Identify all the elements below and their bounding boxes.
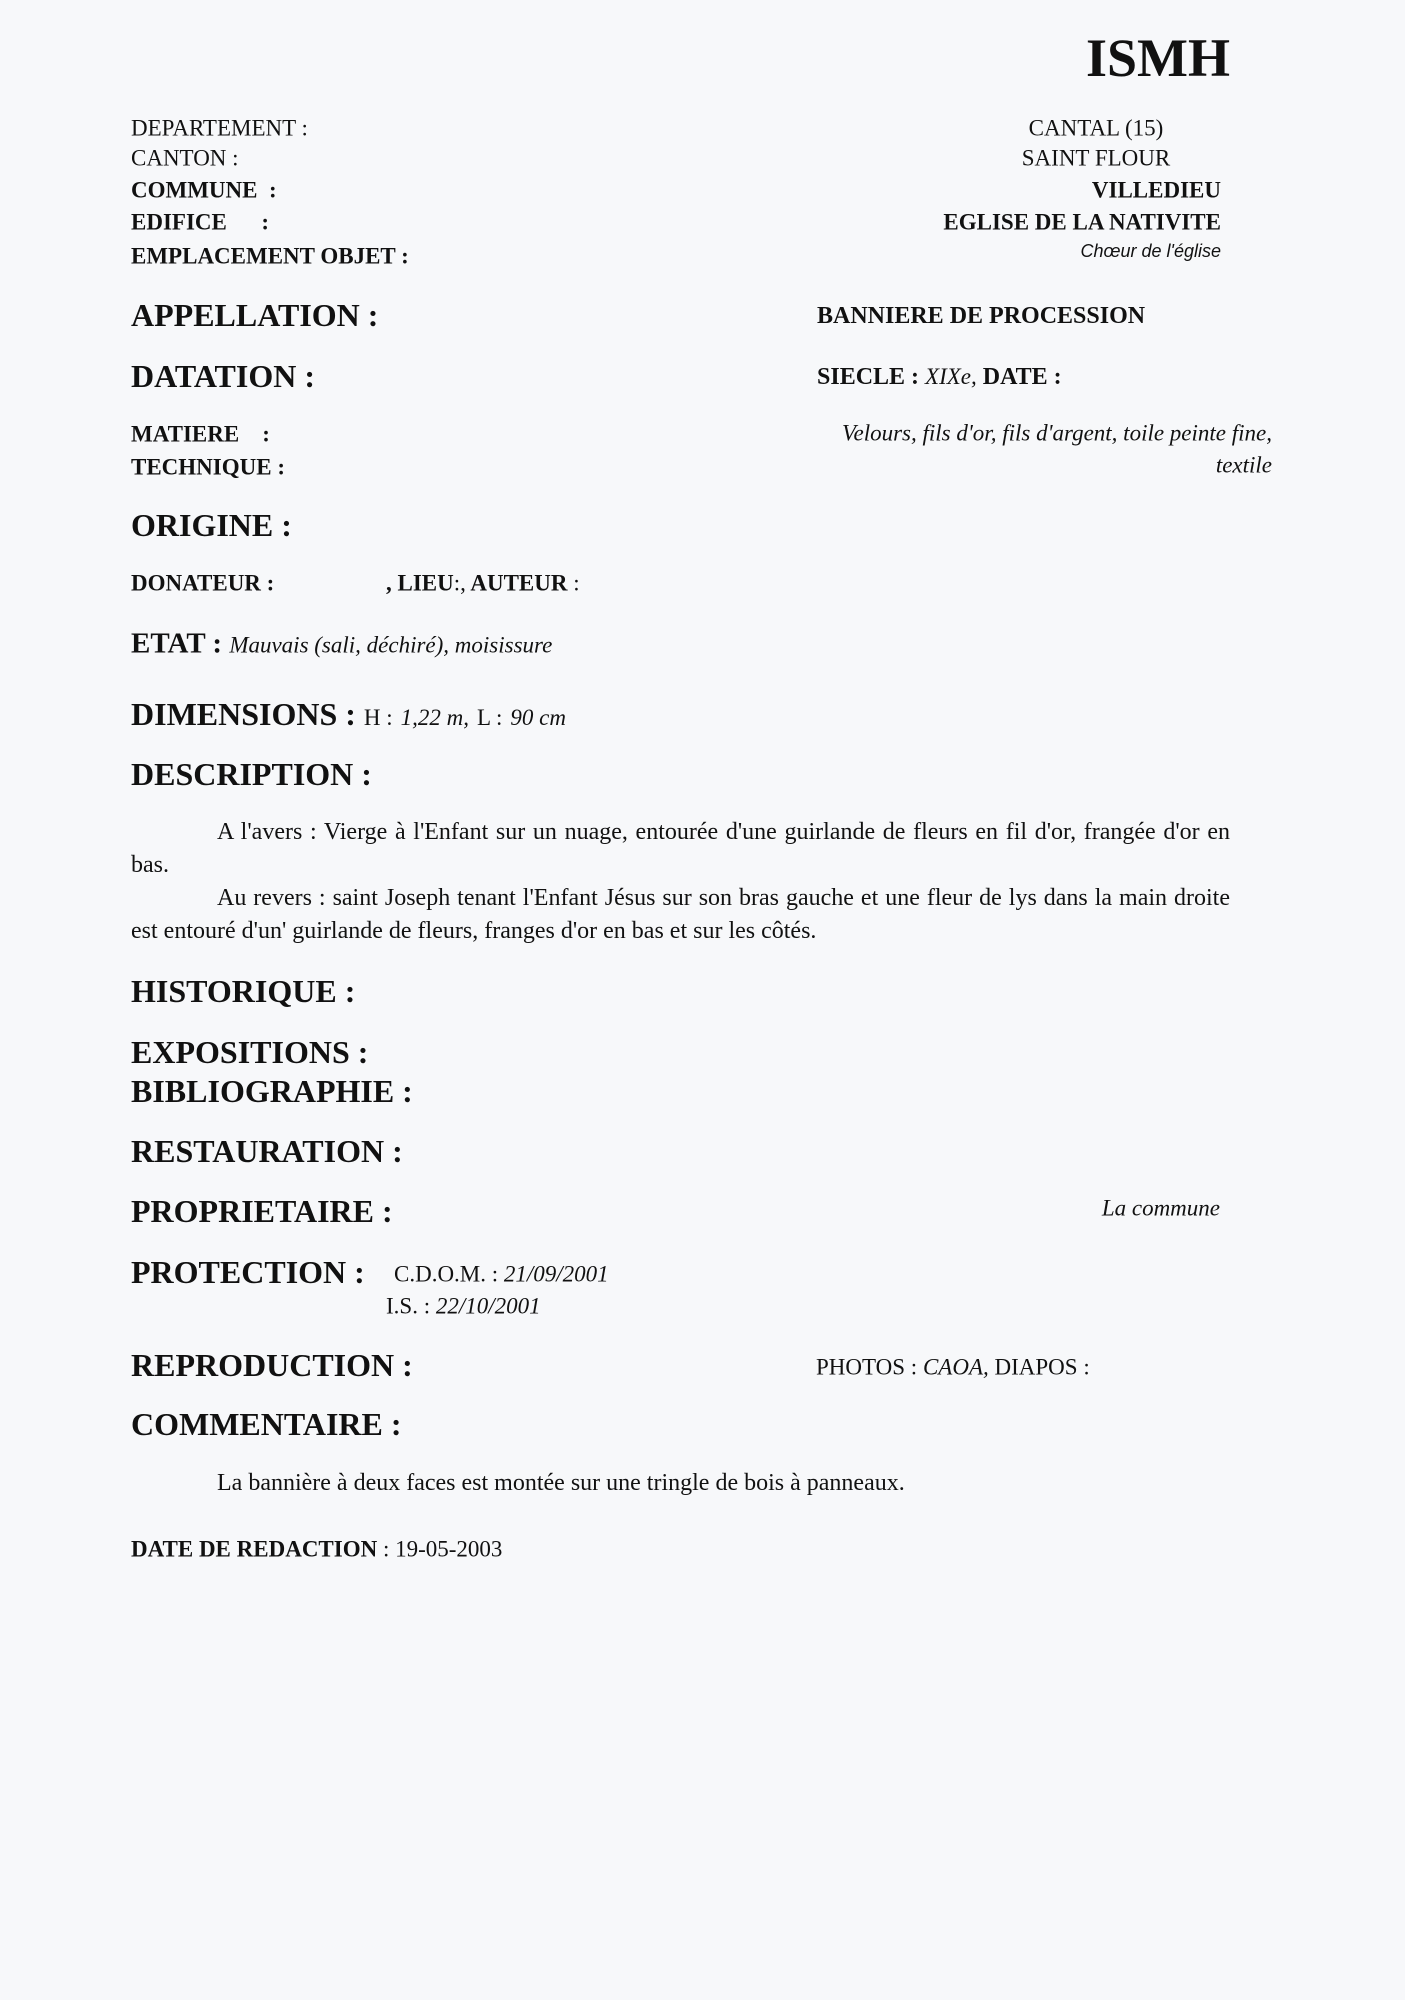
departement-label: DEPARTEMENT : (131, 115, 308, 141)
date-label: DATE : (982, 364, 1062, 390)
reproduction-label: REPRODUCTION : (131, 1347, 413, 1383)
matiere-value-line2: textile (1215, 452, 1272, 478)
restauration-label: RESTAURATION : (131, 1133, 403, 1169)
photos-label: PHOTOS : (816, 1354, 918, 1380)
commentaire-label: COMMENTAIRE : (131, 1406, 402, 1442)
donateur-label: DONATEUR : (131, 570, 275, 596)
datation-values (817, 365, 1062, 389)
reproduction-values (816, 1356, 1090, 1379)
description-paragraph-revers: Au revers : saint Joseph tenant l'Enfant Jésus sur son bras gauche et une fleur de lys dans la main droite est entouré d'un' guirlande de fleurs, franges d'or en bas et sur les côtés. (131, 885, 1230, 944)
commune-value: VILLEDIEU (1091, 177, 1221, 203)
appellation-value: BANNIERE DE PROCESSION (817, 303, 1146, 329)
commentaire-value: La bannière à deux faces est montée sur une tringle de bois à panneaux. (217, 1470, 905, 1496)
appellation-label: APPELLATION : (131, 297, 379, 333)
canton-label: CANTON : (131, 145, 239, 171)
edifice-label: EDIFICE : (131, 209, 270, 235)
dimensions (131, 698, 566, 730)
lieu-sep: :, (453, 570, 466, 596)
lieu-auteur (386, 572, 580, 595)
technique-label: TECHNIQUE : (131, 454, 285, 480)
redaction (131, 1538, 502, 1561)
is-label: I.S. : (386, 1293, 431, 1319)
cdom-value: 21/09/2001 (503, 1261, 609, 1287)
length-label: L : (477, 705, 503, 730)
diapos-label: DIAPOS : (994, 1354, 1090, 1380)
photos-value: CAOA, (922, 1354, 989, 1380)
expositions-label: EXPOSITIONS : (131, 1034, 369, 1070)
document-code: ISMH (1085, 28, 1230, 88)
height-label: H : (363, 705, 393, 730)
lieu-label: , LIEU (386, 570, 454, 596)
matiere-label: MATIERE : (131, 421, 270, 447)
is-value: 22/10/2001 (435, 1293, 541, 1319)
emplacement-label: EMPLACEMENT OBJET : (131, 243, 409, 269)
etat-value: Mauvais (sali, déchiré), moisissure (229, 632, 553, 658)
auteur-sep: : (573, 570, 580, 596)
length-value: 90 cm (510, 705, 566, 730)
proprietaire-label: PROPRIETAIRE : (131, 1193, 393, 1229)
matiere-value-line1: Velours, fils d'or, fils d'argent, toile peinte fine, (842, 420, 1272, 446)
description-text (131, 816, 1230, 948)
protection-label: PROTECTION : (131, 1254, 365, 1290)
datation-label: DATATION : (131, 358, 315, 394)
origine-label: ORIGINE : (131, 507, 292, 543)
auteur-label: AUTEUR (470, 570, 568, 596)
cdom-label: C.D.O.M. : (394, 1261, 499, 1287)
description-label: DESCRIPTION : (131, 756, 372, 792)
commune-label: COMMUNE : (131, 177, 277, 203)
protection-is (386, 1295, 541, 1318)
edifice-value: EGLISE DE LA NATIVITE (943, 209, 1221, 235)
protection-cdom (394, 1263, 609, 1286)
height-value: 1,22 m, (400, 705, 470, 730)
siecle-value: XIXe, (925, 364, 977, 389)
proprietaire-value: La commune (1101, 1195, 1220, 1221)
redaction-date: 19-05-2003 (395, 1536, 503, 1562)
redaction-sep: : (382, 1536, 390, 1562)
bibliographie-label: BIBLIOGRAPHIE : (131, 1073, 413, 1109)
etat-label: ETAT : (131, 627, 223, 660)
siecle-label: SIECLE : (817, 364, 920, 390)
departement-value: CANTAL (15) (1028, 115, 1164, 141)
historique-label: HISTORIQUE : (131, 973, 356, 1009)
etat (131, 627, 553, 660)
description-paragraph-avers: A l'avers : Vierge à l'Enfant sur un nuage, entourée d'une guirlande de fleurs en fil d'or, frangée d'or en bas. (131, 819, 1230, 878)
canton-value: SAINT FLOUR (1021, 145, 1171, 171)
emplacement-value: Chœur de l'église (1080, 241, 1221, 261)
dimensions-label: DIMENSIONS : (131, 696, 356, 732)
redaction-label: DATE DE REDACTION (131, 1536, 378, 1562)
